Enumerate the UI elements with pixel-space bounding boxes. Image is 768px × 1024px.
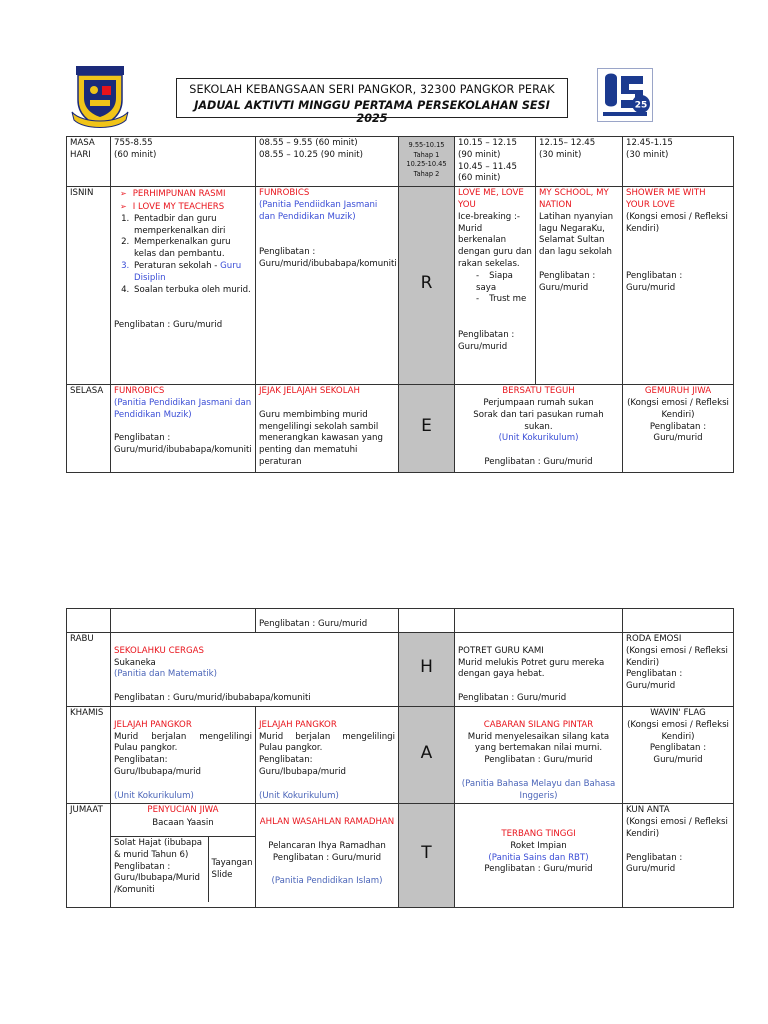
row-selasa — [67, 385, 734, 473]
selasa-slot-6: GEMURUH JIWA (Kongsi emosi / Refleksi Kendiri) Penglibatan : Guru/murid — [623, 385, 734, 473]
isnin-slot-1: ➢ PERHIMPUNAN RASMI ➢ I LOVE MY TEACHERS 1. Pentadbir dan guru memperkenalkan diri 2. Memperkenalkan guru kelas dan pembantu. 3. Peraturan sekolah - Guru Disiplin 4. Soalan terbuka oleh murid. Penglibatan : Guru/murid — [111, 187, 256, 385]
school-line: SEKOLAH KEBANGSAAN SERI PANGKOR, 32300 PANGKOR PERAK — [189, 83, 555, 96]
row-isnin — [67, 187, 734, 385]
row-khamis — [67, 707, 734, 804]
isnin-slot-4: LOVE ME, LOVE YOU Ice-breaking :- Murid berkenalan dengan guru dan rakan sekelas. - Siapa saya - Trust me Penglibatan : Guru/murid — [455, 187, 536, 385]
isnin-slot-2: FUNROBICS (Panitia Pendiidkan Jasmani dan Pendidikan Muzik) Penglibatan : Guru/murid/ibubabapa/komuniti — [256, 187, 399, 385]
schedule-table-1 — [66, 136, 734, 473]
rehat-letter-r: R — [399, 187, 455, 385]
day-label: JUMAAT — [67, 804, 111, 908]
day-label: ISNIN — [67, 187, 111, 385]
masa-hari-cell: MASA HARI — [67, 137, 111, 187]
slot-2-head: 08.55 – 9.55 (60 minit) 08.55 – 10.25 (90 minit) — [256, 137, 399, 187]
schedule-title: JADUAL AKTIVTI MINGGU PERTAMA PERSEKOLAHAN SESI 2025 — [194, 99, 550, 125]
solat-hajat-cell: Solat Hajat (ibubapa & murid Tahun 6) Penglibatan : Guru/Ibubapa/Murid /Komuniti — [111, 836, 208, 902]
jumaat-slot-4: TERBANG TINGGI Roket Impian (Panitia Sains dan RBT) Penglibatan : Guru/murid — [455, 804, 623, 908]
day-label: RABU — [67, 633, 111, 707]
ministry-emblem-icon — [597, 68, 653, 122]
row-rabu — [67, 633, 734, 707]
slot-4-head: 10.15 – 12.15 (90 minit) 10.45 – 11.45 (60 minit) — [455, 137, 536, 187]
slot-1-head: 755-8.55 (60 minit) — [111, 137, 256, 187]
tayangan-slide-cell: Tayangan Slide — [208, 836, 256, 902]
slot-5-head: 12.15– 12.45 (30 minit) — [536, 137, 623, 187]
row-continued — [67, 609, 734, 633]
jumaat-inner-table — [111, 836, 256, 903]
row-jumaat — [67, 804, 734, 908]
rehat-letter-t: T — [399, 804, 455, 908]
jumaat-slot-2: AHLAN WASAHLAN RAMADHAN Pelancaran Ihya Ramadhan Penglibatan : Guru/murid (Panitia Pendidikan Islam) — [256, 804, 399, 908]
khamis-slot-2: JELAJAH PANGKOR Murid berjalan mengelilingi Pulau pangkor. Penglibatan: Guru/Ibubapa/murid (Unit Kokurikulum) — [256, 707, 399, 804]
title-box — [176, 78, 568, 125]
rabu-slot-1: SEKOLAHKU CERGAS Sukaneka (Panitia dan Matematik) Penglibatan : Guru/murid/ibubabapa/komuniti — [111, 633, 399, 707]
selasa-slot-2: JEJAK JELAJAH SEKOLAH Guru membimbing murid mengelilingi sekolah sambil menerangkan kawasan yang penting dan mematuhi peraturan — [256, 385, 399, 473]
khamis-slot-1: JELAJAH PANGKOR Murid berjalan mengelilingi Pulau pangkor. Penglibatan: Guru/Ibubapa/murid (Unit Kokurikulum) — [111, 707, 256, 804]
schedule-table-2 — [66, 608, 734, 908]
khamis-slot-6: WAVIN' FLAG (Kongsi emosi / Refleksi Kendiri) Penglibatan : Guru/murid — [623, 707, 734, 804]
rabu-slot-4: POTRET GURU KAMI Murid melukis Potret guru mereka dengan gaya hebat. Penglibatan : Guru/murid — [455, 633, 623, 707]
day-label: SELASA — [67, 385, 111, 473]
selasa-slot-4: BERSATU TEGUH Perjumpaan rumah sukan Sorak dan tari pasukan rumah sukan. (Unit Kokurikulum) Penglibatan : Guru/murid — [455, 385, 623, 473]
rehat-letter-e: E — [399, 385, 455, 473]
khamis-slot-4: CABARAN SILANG PINTAR Murid menyelesaikan silang kata yang bertemakan nilai murni. Penglibatan : Guru/murid (Panitia Bahasa Melayu dan Bahasa Inggeris) — [455, 707, 623, 804]
isnin-slot-6: SHOWER ME WITH YOUR LOVE (Kongsi emosi / Refleksi Kendiri) Penglibatan : Guru/murid — [623, 187, 734, 385]
continued-penglibatan: Penglibatan : Guru/murid — [256, 609, 399, 633]
rehat-letter-h: H — [399, 633, 455, 707]
rehat-letter-a: A — [399, 707, 455, 804]
day-label: KHAMIS — [67, 707, 111, 804]
slot-6-head: 12.45-1.15 (30 minit) — [623, 137, 734, 187]
ministry-logo-text: 25 — [634, 100, 648, 111]
rehat-time-head: 9.55-10.15 Tahap 1 10.25-10.45 Tahap 2 — [399, 137, 455, 187]
jumaat-slot-6: KUN ANTA (Kongsi emosi / Refleksi Kendiri) Penglibatan : Guru/murid — [623, 804, 734, 908]
selasa-slot-1: FUNROBICS (Panitia Pendidikan Jasmani dan Pendidikan Muzik) Penglibatan : Guru/murid/ibubabapa/komuniti — [111, 385, 256, 473]
jumaat-slot-1: PENYUCIAN JIWA Bacaan Yaasin Solat Hajat (ibubapa & murid Tahun 6) Penglibatan : Guru/Ibubapa/Murid /Komuniti Tayangan Slide — [111, 804, 256, 908]
school-crest-icon — [70, 66, 130, 130]
table-header-row — [67, 137, 734, 187]
isnin-slot-5: MY SCHOOL, MY NATION Latihan nyanyian lagu NegaraKu, Selamat Sultan dan lagu sekolah Penglibatan : Guru/murid — [536, 187, 623, 385]
rabu-slot-6: RODA EMOSI (Kongsi emosi / Refleksi Kendiri) Penglibatan : Guru/murid — [623, 633, 734, 707]
